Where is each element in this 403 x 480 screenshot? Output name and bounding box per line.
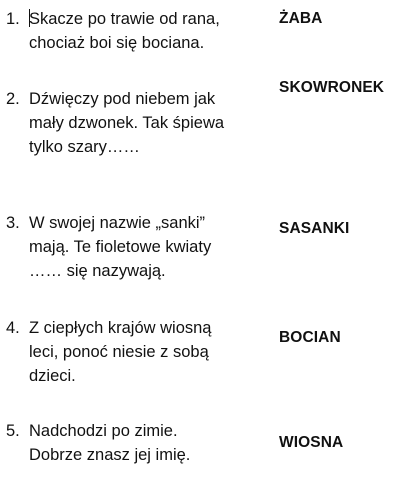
riddle-number: 1.: [6, 10, 20, 28]
riddle-line: mały dzwonek. Tak śpiewa: [29, 114, 225, 132]
answer-label: SKOWRONEK: [279, 79, 385, 96]
riddle-3: [6, 211, 266, 283]
riddle-line: …… się nazywają.: [29, 262, 166, 280]
riddle-line: chociaż boi się bociana.: [29, 34, 205, 52]
riddle-line: Z ciepłych krajów wiosną: [29, 319, 212, 337]
riddle-line: Dobrze znasz jej imię.: [29, 446, 191, 464]
riddle-text: Skacze po trawie od rana,: [29, 10, 220, 28]
riddle-4: [6, 316, 266, 388]
riddle-1: [6, 7, 266, 55]
answer-label: WIOSNA: [279, 434, 344, 451]
riddle-number: 5.: [6, 422, 20, 440]
riddle-line[interactable]: [6, 7, 266, 31]
answer-label: ŻABA: [279, 10, 323, 27]
riddle-number: 2.: [6, 90, 20, 108]
riddle-number: 3.: [6, 214, 20, 232]
riddle-line: Nadchodzi po zimie.: [29, 422, 178, 440]
answer-label: BOCIAN: [279, 329, 341, 346]
riddle-2: [6, 87, 266, 159]
riddle-line: leci, ponoć niesie z sobą: [29, 343, 209, 361]
riddle-line: mają. Te fioletowe kwiaty: [29, 238, 212, 256]
riddle-line: W swojej nazwie „sanki”: [29, 214, 206, 232]
riddle-5: [6, 419, 266, 467]
riddle-line: tylko szary……: [29, 138, 140, 156]
answer-label: SASANKI: [279, 220, 350, 237]
riddle-line: dzieci.: [29, 367, 76, 385]
riddle-number: 4.: [6, 319, 20, 337]
riddle-line: Dźwięczy pod niebem jak: [29, 90, 216, 108]
